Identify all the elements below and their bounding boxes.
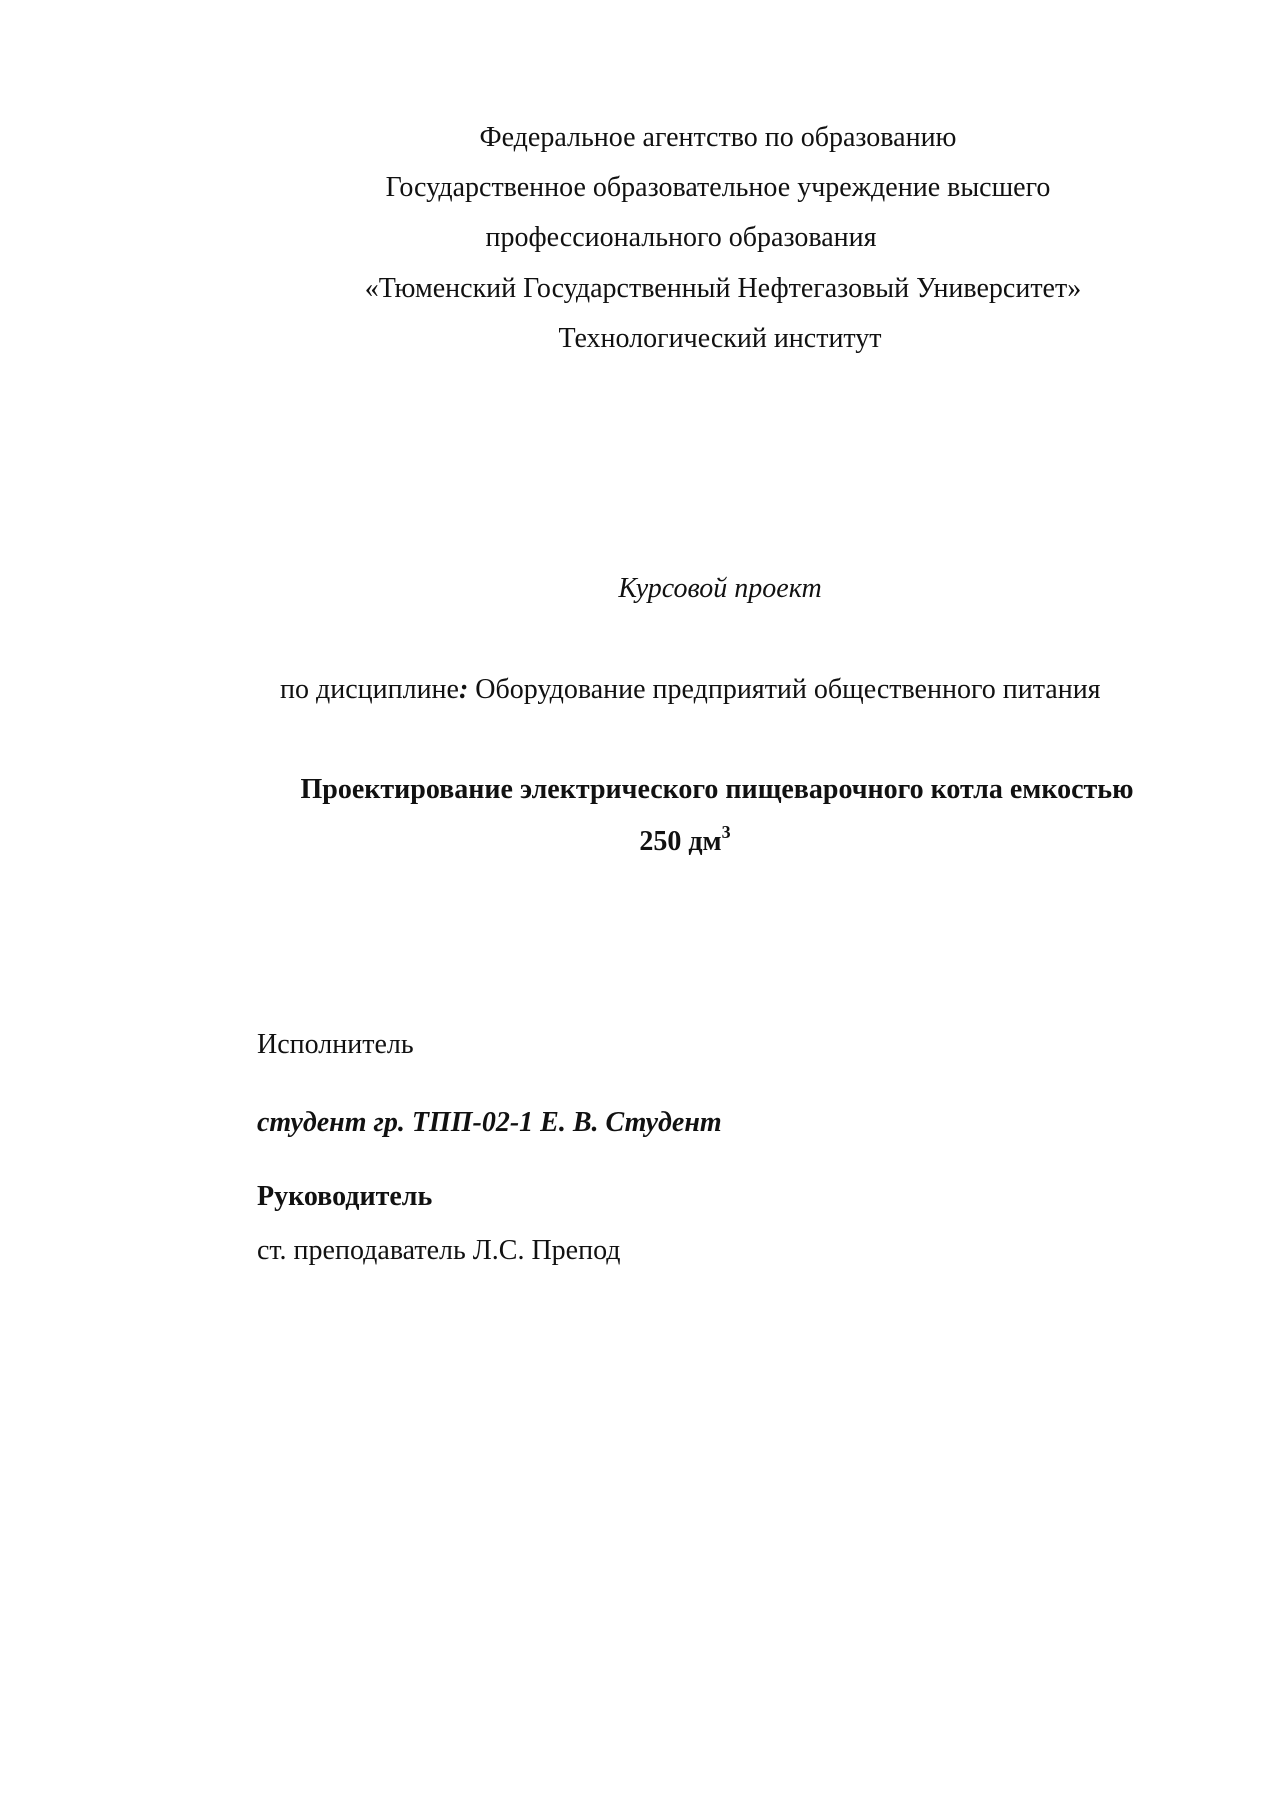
capacity-value: 250 дм [639,826,722,857]
header-agency: Федеральное агентство по образованию [479,122,957,153]
document-type: Курсовой проект [618,573,822,604]
discipline-prefix: по дисциплине [280,674,459,705]
project-title-line2 [0,821,1280,859]
executor-label: Исполнитель [257,1029,414,1060]
discipline-line [280,673,1101,707]
supervisor-label: Руководитель [257,1181,433,1212]
header-institute: Технологический институт [558,323,882,354]
capacity-superscript: 3 [721,821,731,842]
header-institution: Государственное образовательное учреждение высшего [385,172,1051,203]
header-university: «Тюменский Государственный Нефтегазовый Университет» [364,273,1082,304]
supervisor-name: ст. преподаватель Л.С. Препод [257,1235,621,1266]
discipline-name: Оборудование предприятий общественного питания [468,674,1101,705]
discipline-colon: : [458,674,469,705]
header-education-level: профессионального образования [485,222,877,253]
executor-name: студент гр. ТПП-02-1 Е. В. Студент [257,1107,722,1138]
project-title-line1: Проектирование электрического пищеварочного котла емкостью [300,774,1134,805]
